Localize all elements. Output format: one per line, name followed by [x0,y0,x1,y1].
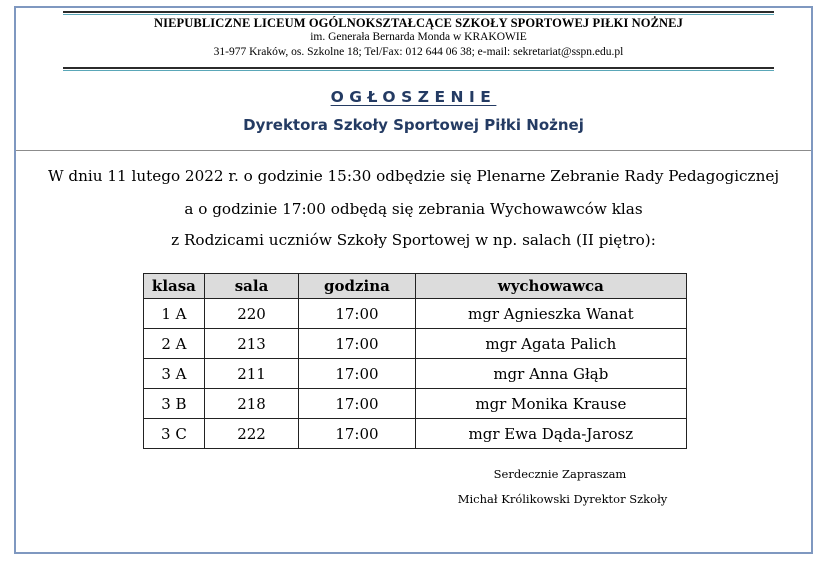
cell-klasa: 1 A [144,299,205,329]
cell-godzina: 17:00 [299,329,415,359]
cell-sala: 218 [204,389,298,419]
table-row [144,419,687,449]
cell-godzina: 17:00 [299,419,415,449]
announcement-title: OGŁOSZENIE [330,88,497,106]
signature-name: Michał Królikowski Dyrektor Szkoły [457,492,668,506]
cell-sala: 211 [204,359,298,389]
announcement-text-line-3: z Rodzicami uczniów Szkoły Sportowej w np. salach (II piętro): [171,231,656,249]
announcement-text-line-2: a o godzinie 17:00 odbędą się zebrania Wychowawców klas [184,200,643,218]
cell-godzina: 17:00 [299,299,415,329]
school-name: NIEPUBLICZNE LICEUM OGÓLNOKSZTAŁCĄCE SZKOŁY SPORTOWEJ PIŁKI NOŻNEJ [154,16,683,30]
table-header-row [144,274,687,299]
cell-wychowawca: mgr Anna Głąb [415,359,686,389]
cell-wychowawca: mgr Ewa Dąda-Jarosz [415,419,686,449]
cell-klasa: 3 A [144,359,205,389]
section-divider [16,150,811,151]
col-header-godzina: godzina [299,274,415,299]
col-header-klasa: klasa [144,274,205,299]
table-row [144,359,687,389]
cell-wychowawca: mgr Agnieszka Wanat [415,299,686,329]
announcement-text-line-1: W dniu 11 lutego 2022 r. o godzinie 15:30 odbędzie się Plenarne Zebranie Rady Pedagogicznej [47,167,780,185]
cell-sala: 213 [204,329,298,359]
signature-greeting: Serdecznie Zapraszam [493,467,627,481]
cell-godzina: 17:00 [299,359,415,389]
cell-wychowawca: mgr Monika Krause [415,389,686,419]
header-rule-bottom [63,67,774,69]
col-header-wychowawca: wychowawca [415,274,686,299]
header-rule-top [63,11,774,13]
cell-sala: 222 [204,419,298,449]
meetings-table [143,273,687,449]
school-contact: 31-977 Kraków, os. Szkolne 18; Tel/Fax: 012 644 06 38; e-mail: sekretariat@sspn.edu.pl [213,46,624,58]
school-patron: im. Generała Bernarda Monda w KRAKOWIE [310,31,527,43]
table-row [144,299,687,329]
announcement-subtitle: Dyrektora Szkoły Sportowej Piłki Nożnej [243,116,584,134]
table-row [144,389,687,419]
cell-godzina: 17:00 [299,389,415,419]
table-row [144,329,687,359]
col-header-sala: sala [204,274,298,299]
cell-sala: 220 [204,299,298,329]
cell-klasa: 2 A [144,329,205,359]
cell-klasa: 3 C [144,419,205,449]
cell-klasa: 3 B [144,389,205,419]
cell-wychowawca: mgr Agata Palich [415,329,686,359]
